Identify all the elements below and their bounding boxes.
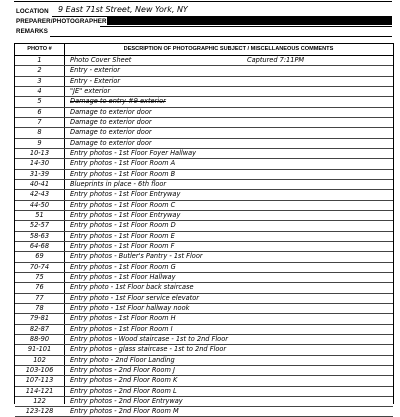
table-row — [15, 190, 393, 200]
remarks-label: REMARKS — [16, 28, 48, 35]
table-row — [15, 304, 393, 314]
table-row — [15, 180, 393, 190]
photo-number: 102 — [33, 355, 46, 364]
photo-description: Entry photos - 1st Floor Room G — [70, 262, 176, 271]
table-row — [15, 242, 393, 252]
table-rows — [15, 56, 393, 417]
photo-description: Entry photos - 1st Floor Foyer Hallway — [70, 148, 197, 157]
table-row — [15, 221, 393, 231]
photo-description: Entry photos - 2nd Floor Room J — [70, 365, 175, 374]
location-label: LOCATION — [16, 8, 49, 15]
photo-number: 42-43 — [29, 190, 50, 199]
col-photo-number: PHOTO # — [27, 46, 52, 52]
photo-number: 6 — [37, 107, 42, 116]
table-row — [15, 366, 393, 376]
photo-table — [14, 43, 394, 416]
photo-number: 44-50 — [29, 200, 50, 209]
photo-description: Entry photos - 2nd Floor Room K — [70, 376, 178, 385]
table-row — [15, 170, 393, 180]
table-row — [15, 77, 393, 87]
photo-number: 9 — [37, 138, 42, 147]
table-row — [15, 314, 393, 324]
photo-number: 14-30 — [29, 159, 50, 168]
photo-number: 122 — [33, 396, 46, 405]
photo-description: Entry photos - 2nd Floor Room M — [70, 407, 179, 416]
photo-description: Entry photos - Wood staircase - 1st to 2nd Floor — [70, 334, 228, 343]
remarks-line — [50, 36, 392, 37]
photo-description: Entry photos - 1st Floor Entryway — [70, 190, 181, 199]
photo-description: Photo Cover Sheet — [70, 56, 132, 64]
photo-description: Entry photo - 1st Floor hallway nook — [70, 303, 190, 312]
preparer-label: PREPARER/PHOTOGRAPHER — [16, 18, 107, 25]
photo-number: 88-90 — [29, 334, 50, 343]
table-row — [15, 87, 393, 97]
photo-number: 2 — [37, 66, 42, 75]
table-row — [15, 273, 393, 283]
photo-number: 51 — [35, 210, 44, 219]
photo-number: 69 — [35, 252, 44, 261]
photo-description: Entry photos - 2nd Floor Room L — [70, 386, 177, 395]
table-row — [15, 356, 393, 366]
table-row — [15, 139, 393, 149]
photo-description: Damage to entry #9 exterior — [70, 97, 166, 106]
col-description: DESCRIPTION OF PHOTOGRAPHIC SUBJECT / MISCELLANEOUS COMMENTS — [123, 46, 334, 52]
photo-description: Entry photos - 1st Floor Room F — [70, 241, 175, 250]
table-row — [15, 201, 393, 211]
photo-number: 3 — [37, 76, 42, 85]
photo-description: Entry photos - 1st Floor Room D — [70, 221, 176, 230]
photo-number: 107-113 — [25, 376, 54, 385]
photo-number: 64-68 — [29, 241, 50, 250]
photo-number: 123-128 — [25, 407, 54, 416]
photo-number: 78 — [35, 303, 44, 312]
photo-number: 52-57 — [29, 221, 50, 230]
photo-number: 58-63 — [29, 231, 50, 240]
table-row — [15, 376, 393, 386]
preparer-redaction — [107, 17, 392, 25]
photo-number: 79-81 — [29, 314, 50, 323]
table-row — [15, 108, 393, 118]
table-row — [15, 97, 393, 107]
table-row — [15, 149, 393, 159]
photo-description: Entry photos - 1st Floor Room B — [70, 169, 176, 178]
table-row — [15, 66, 393, 76]
table-row — [15, 294, 393, 304]
table-row — [15, 407, 393, 417]
header-top-rule — [14, 1, 392, 2]
table-row — [15, 252, 393, 262]
photo-description: Damage to exterior door — [70, 128, 152, 137]
table-row — [15, 128, 393, 138]
photo-number: 91-101 — [27, 345, 52, 354]
table-row — [15, 345, 393, 355]
photo-number: 4 — [37, 86, 42, 95]
photo-number: 70-74 — [29, 262, 50, 271]
table-row — [15, 335, 393, 345]
table-row — [15, 211, 393, 221]
photo-description: Entry photos - 2nd Floor Entryway — [70, 396, 183, 405]
photo-number: 77 — [35, 293, 44, 302]
preparer-line — [100, 26, 392, 27]
table-row — [15, 397, 393, 407]
photo-description: Entry photo - 1st Floor back staircase — [70, 283, 194, 292]
photo-number: 5 — [37, 97, 42, 106]
photo-description: Entry - exterior — [70, 66, 121, 75]
table-row — [15, 263, 393, 273]
photo-description: Entry photo - 1st Floor service elevator — [70, 293, 199, 302]
photo-number: 114-121 — [25, 386, 54, 395]
photo-note: Captured 7:11PM — [247, 56, 305, 64]
photo-description: Entry photos - glass staircase - 1st to 2nd Floor — [70, 345, 227, 354]
location-value: 9 East 71st Street, New York, NY — [58, 5, 188, 14]
photo-description: Entry photos - 1st Floor Hallway — [70, 272, 176, 281]
table-row — [15, 56, 393, 66]
photo-number: 103-106 — [25, 365, 54, 374]
photo-description: Damage to exterior door — [70, 107, 152, 116]
photo-description: Entry photos - 1st Floor Room A — [70, 159, 176, 168]
photo-description: Entry photos - Butler's Pantry - 1st Floor — [70, 252, 203, 261]
photo-description: Damage to exterior door — [70, 117, 152, 126]
photo-number: 31-39 — [29, 169, 50, 178]
photo-description: Entry photos - 1st Floor Room E — [70, 231, 175, 240]
photo-number: 10-13 — [29, 148, 50, 157]
table-row — [15, 118, 393, 128]
photo-description: Entry photos - 1st Floor Room H — [70, 314, 176, 323]
photo-number: 1 — [37, 56, 42, 64]
table-row — [15, 283, 393, 293]
photo-description: "JE" exterior — [70, 86, 111, 95]
table-row — [15, 159, 393, 169]
photo-description: Entry photos - 1st Floor Room C — [70, 200, 176, 209]
photo-number: 7 — [37, 117, 42, 126]
table-row — [15, 325, 393, 335]
photo-description: Blueprints in place - 6th floor — [70, 179, 167, 188]
photo-number: 82-87 — [29, 324, 50, 333]
photo-number: 76 — [35, 283, 44, 292]
photo-description: Entry photos - 1st Floor Entryway — [70, 210, 181, 219]
photo-description: Entry photo - 2nd Floor Landing — [70, 355, 175, 364]
table-row — [15, 232, 393, 242]
photo-description: Entry - Exterior — [70, 76, 121, 85]
form-header — [0, 0, 400, 40]
photo-number: 40-41 — [29, 179, 50, 188]
photo-description: Damage to exterior door — [70, 138, 152, 147]
photo-number: 8 — [37, 128, 42, 137]
photo-description: Entry photos - 1st Floor Room I — [70, 324, 173, 333]
table-row — [15, 387, 393, 397]
photo-number: 75 — [35, 272, 44, 281]
table-header — [15, 44, 393, 56]
